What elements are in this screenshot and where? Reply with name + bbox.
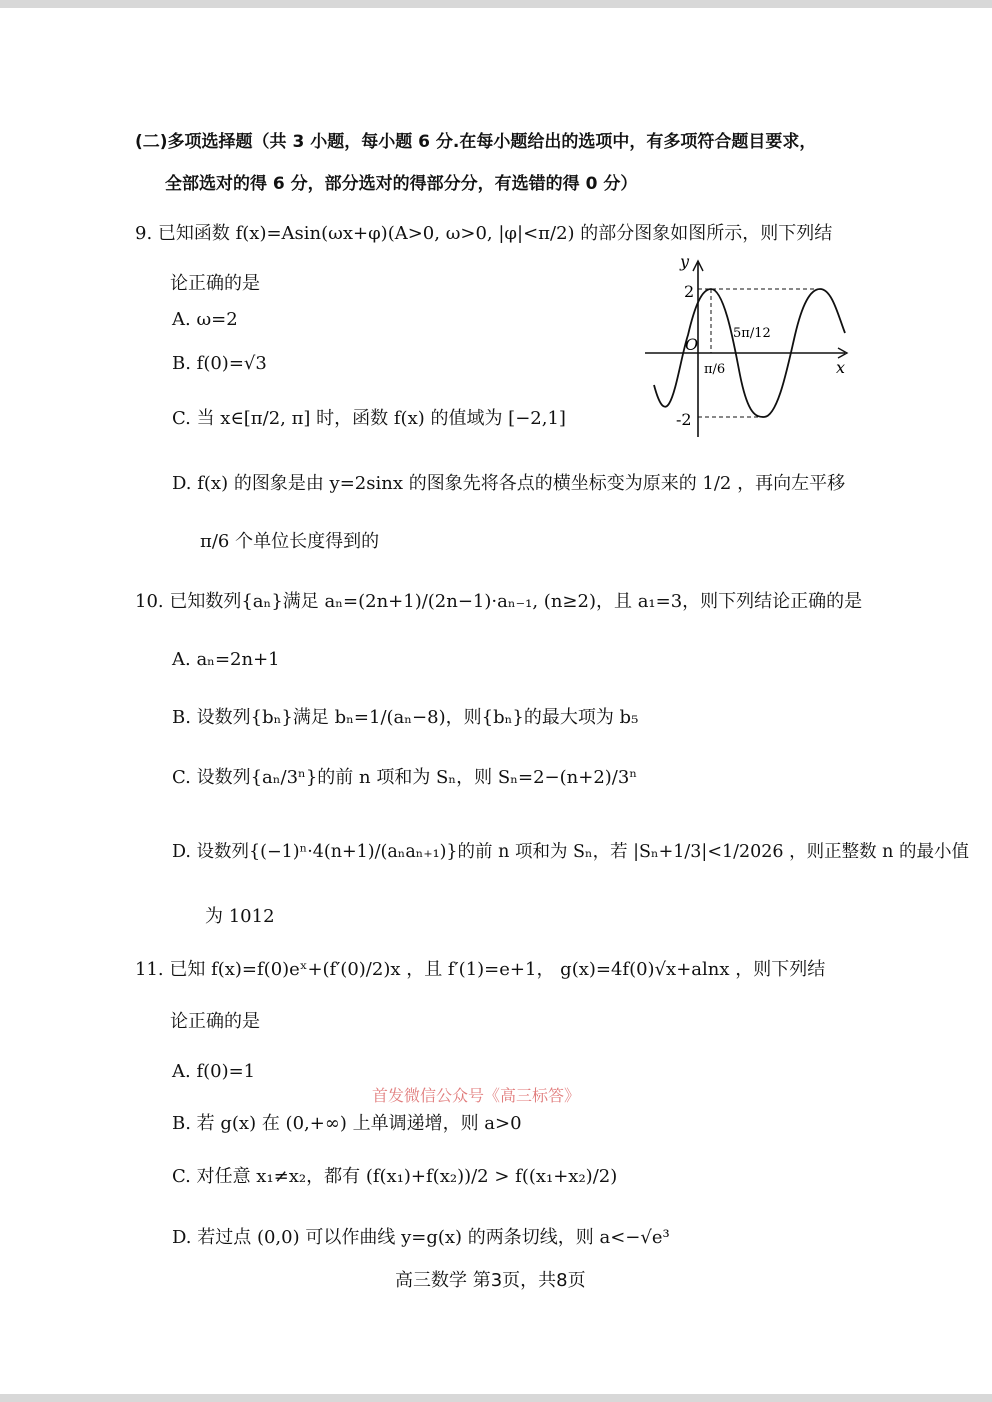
y-axis-label: y bbox=[680, 255, 690, 271]
section-header-line1: (二)多项选择题（共 3 小题，每小题 6 分.在每小题给出的选项中，有多项符合题目要求， bbox=[135, 132, 817, 152]
q9-stem-line2: 论正确的是 bbox=[170, 273, 260, 294]
q10-option-d-line1: D. 设数列{(−1)ⁿ·4(n+1)/(aₙaₙ₊₁)}的前 n 项和为 Sₙ，若 |Sₙ+1/3|<1/2026 ，则正整数 n 的最小值 bbox=[172, 842, 970, 862]
max-label: 2 bbox=[684, 282, 695, 301]
q10-option-a: A. aₙ=2n+1 bbox=[172, 649, 280, 670]
q11-option-b: B. 若 g(x) 在 (0,+∞) 上单调递增，则 a>0 bbox=[172, 1113, 522, 1134]
scan-edge-bottom bbox=[0, 1394, 992, 1402]
q9-stem-line1: 9. 已知函数 f(x)=Asin(ωx+φ)(A>0, ω>0, |φ|<π/2) 的部分图象如图所示，则下列结 bbox=[135, 223, 833, 244]
q10-option-c: C. 设数列{aₙ/3ⁿ}的前 n 项和为 Sₙ，则 Sₙ=2−(n+2)/3ⁿ bbox=[172, 767, 638, 788]
q11-option-a: A. f(0)=1 bbox=[172, 1061, 256, 1082]
q11-option-d: D. 若过点 (0,0) 可以作曲线 y=g(x) 的两条切线，则 a<−√e³ bbox=[172, 1227, 670, 1248]
q10-option-d-line2: 为 1012 bbox=[205, 906, 275, 927]
page-footer: 高三数学 第3页，共8页 bbox=[395, 1270, 586, 1291]
sine-graph bbox=[640, 255, 860, 440]
q11-stem-line2: 论正确的是 bbox=[170, 1011, 260, 1032]
tick-pi-over-6: π/6 bbox=[704, 362, 726, 377]
watermark: 首发微信公众号《高三标答》 bbox=[372, 1086, 581, 1105]
section-header-line2: 全部选对的得 6 分，部分选对的得部分分，有选错的得 0 分） bbox=[165, 174, 638, 194]
q9-option-d-line2: π/6 个单位长度得到的 bbox=[200, 531, 380, 552]
q9-option-c: C. 当 x∈[π/2, π] 时，函数 f(x) 的值域为 [−2,1] bbox=[172, 408, 566, 429]
q11-stem-line1: 11. 已知 f(x)=f(0)eˣ+(f′(0)/2)x ，且 f′(1)=e+1， g(x)=4f(0)√x+alnx ，则下列结 bbox=[135, 959, 826, 980]
tick-5pi-over-12: 5π/12 bbox=[733, 326, 771, 341]
q9-option-a: A. ω=2 bbox=[172, 309, 238, 330]
q9-option-b: B. f(0)=√3 bbox=[172, 353, 267, 374]
origin-label: O bbox=[685, 335, 699, 354]
q10-stem: 10. 已知数列{aₙ}满足 aₙ=(2n+1)/(2n−1)·aₙ₋₁, (n≥2)，且 a₁=3，则下列结论正确的是 bbox=[135, 591, 863, 612]
q10-option-b: B. 设数列{bₙ}满足 bₙ=1/(aₙ−8)，则{bₙ}的最大项为 b₅ bbox=[172, 707, 639, 728]
x-axis-label: x bbox=[836, 358, 846, 377]
q11-option-c: C. 对任意 x₁≠x₂，都有 (f(x₁)+f(x₂))/2 > f((x₁+x₂)/2) bbox=[172, 1166, 618, 1187]
q9-option-d-line1: D. f(x) 的图象是由 y=2sinx 的图象先将各点的横坐标变为原来的 1/2 ，再向左平移 bbox=[172, 473, 846, 494]
min-label: -2 bbox=[676, 410, 692, 429]
scan-edge-top bbox=[0, 0, 992, 8]
